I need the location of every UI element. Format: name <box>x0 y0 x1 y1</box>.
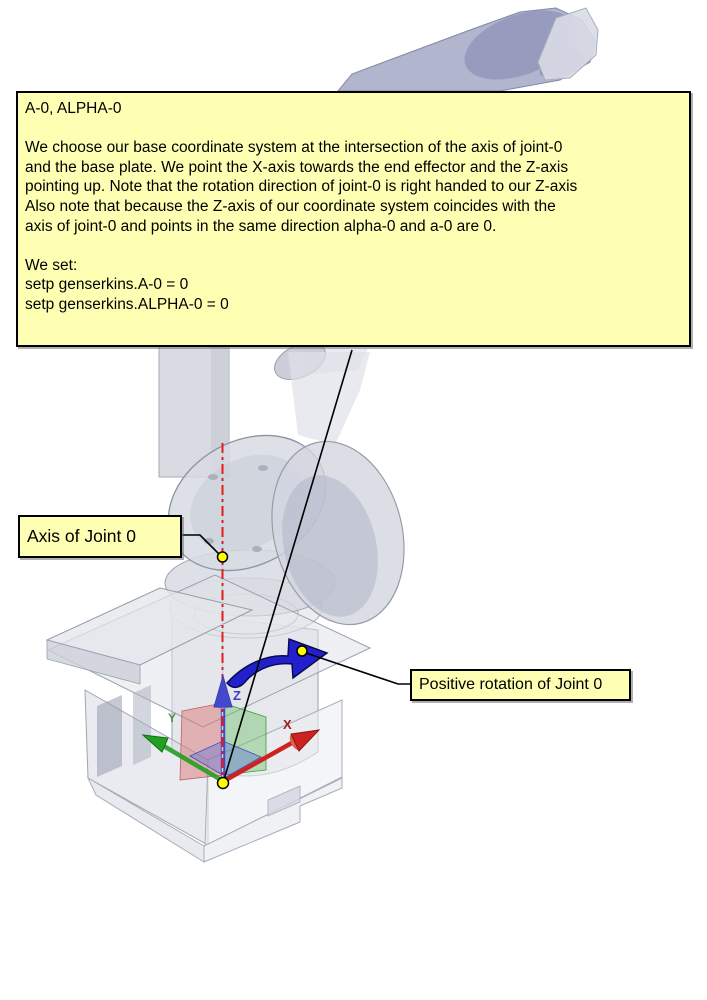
info-box-line: We choose our base coordinate system at the intersection of the axis of joint-0 <box>25 139 563 157</box>
info-box-line: setp genserkins.A-0 = 0 <box>25 276 189 294</box>
info-box-line: We set: <box>25 256 78 274</box>
axis-of-joint-label <box>18 515 182 558</box>
shoulder-bolt <box>252 546 262 552</box>
marker-dot-origin <box>218 778 229 789</box>
axis-x-label: X <box>283 717 292 732</box>
info-box-line <box>25 236 682 256</box>
info-box <box>16 91 691 347</box>
info-box-line: setp genserkins.ALPHA-0 = 0 <box>25 295 229 313</box>
info-box-line: A-0, ALPHA-0 <box>25 100 122 117</box>
shoulder-bolt <box>208 474 218 480</box>
marker-dot-axis <box>218 552 228 562</box>
base-vent-2 <box>133 685 151 765</box>
axis-y-label: Y <box>168 711 177 725</box>
axis-of-joint-label-text: Axis of Joint 0 <box>27 526 136 546</box>
positive-rotation-label <box>410 669 631 701</box>
axis-z-label: Z <box>233 688 241 703</box>
positive-rotation-label-text: Positive rotation of Joint 0 <box>419 676 603 693</box>
upper-arm-link <box>288 352 370 445</box>
info-box-line: pointing up. Note that the rotation direction of joint-0 is right handed to our Z-axis <box>25 178 578 196</box>
info-box-line <box>25 119 682 139</box>
robot-forearm <box>338 0 598 93</box>
marker-dot-rotation <box>297 646 307 656</box>
info-box-line: axis of joint-0 and points in the same direction alpha-0 and a-0 are 0. <box>25 217 497 235</box>
shoulder-bolt <box>258 465 268 471</box>
info-box-line: Also note that because the Z-axis of our coordinate system coincides with the <box>25 197 556 215</box>
base-vent-1 <box>97 695 122 777</box>
info-box-line: and the base plate. We point the X-axis towards the end effector and the Z-axis <box>25 158 569 176</box>
